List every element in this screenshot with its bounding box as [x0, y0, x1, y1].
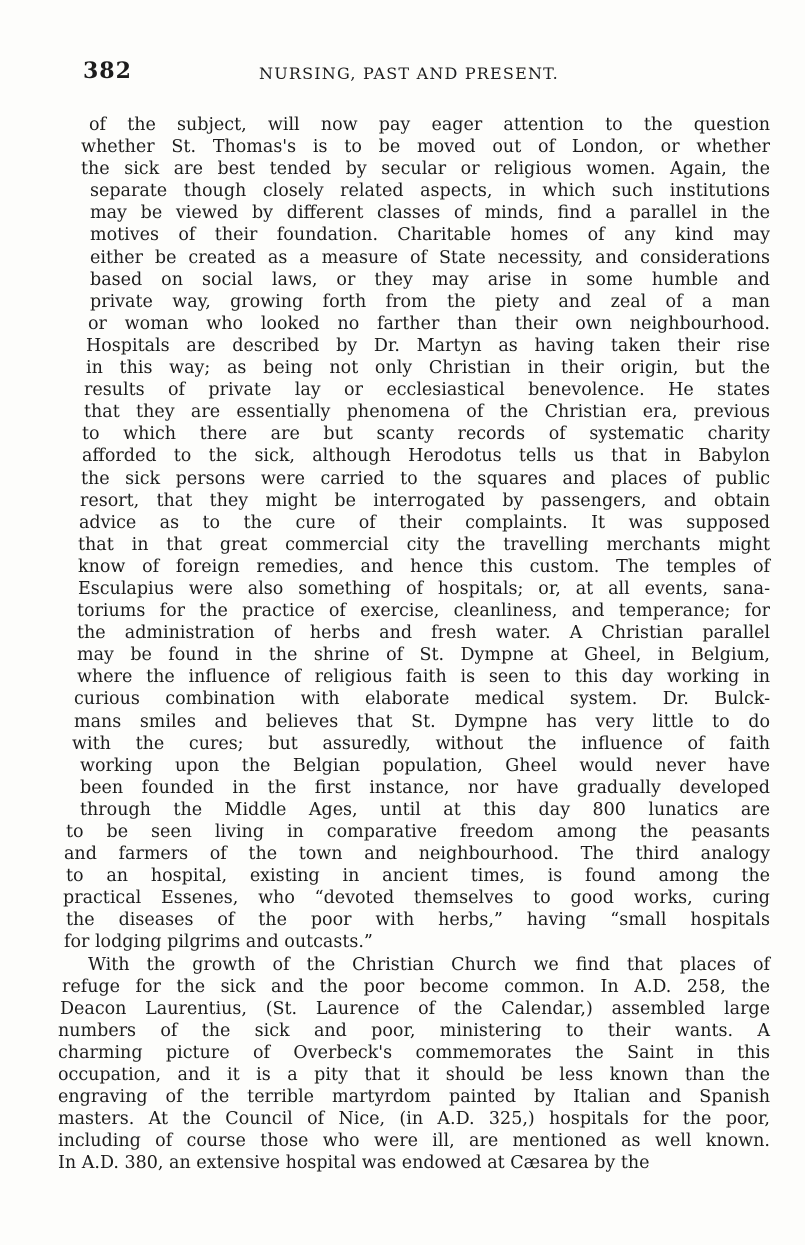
line-text: masters. At the Council of Nice, (in [58, 1109, 424, 1130]
text-line: based on social laws, or they may arise in some humble and [90, 269, 770, 290]
text-line: charming picture of Overbeck's commemorates the Saint in this [58, 1042, 770, 1063]
text-line: separate though closely related aspects, in which such institutions [90, 181, 770, 202]
line-text-tail: 380, an extensive hospital was endowed at Cæsarea by the [118, 1153, 650, 1174]
text-line: and farmers of the town and neighbourhood. The third analogy [64, 844, 770, 865]
text-line: working upon the Belgian population, Gheel would never have [80, 755, 770, 776]
text-line: to be seen living in comparative freedom among the peasants [66, 822, 770, 842]
text-line: engraving of the terrible martyrdom painted by Italian and Spanish [58, 1087, 770, 1108]
text-line: to an hospital, existing in ancient times, is found among the [66, 866, 770, 887]
text-line: that in that great commercial city the travelling merchants might [78, 534, 770, 555]
text-line [58, 1108, 770, 1130]
text-line: through the Middle Ages, until at this day 800 lunatics are [80, 799, 770, 820]
text-line: whether St. Thomas's is to be moved out of London, or whether [81, 137, 770, 158]
text-line: the sick are best tended by secular or religious women. Again, the [81, 159, 770, 180]
page-number: 382 [83, 58, 132, 84]
body-text [58, 114, 770, 1175]
text-line: toriums for the practice of exercise, cleanliness, and temperance; for [77, 601, 770, 622]
text-line: been founded in the first instance, nor have gradually developed [80, 777, 770, 798]
line-text-tail: 325,) hospitals for the poor, [474, 1109, 770, 1130]
text-line: curious combination with elaborate medical system. Dr. Bulck- [74, 689, 770, 710]
text-line: where the influence of religious faith is seen to this day working in [77, 667, 770, 688]
text-line: may be viewed by different classes of minds, find a parallel in the [90, 203, 770, 224]
era-abbreviation: A.D. [437, 1109, 475, 1130]
text-line: advice as to the cure of their complaints. It was supposed [79, 512, 770, 533]
line-text-tail: 258, the [671, 976, 770, 997]
text-line: including of course those who were ill, are mentioned as well known. [58, 1131, 770, 1152]
line-text: In [58, 1153, 77, 1174]
text-line: practical Essenes, who “devoted themselves to good works, curing [63, 888, 770, 909]
text-line: the administration of herbs and fresh water. A Christian parallel [77, 623, 770, 644]
text-line: private way, growing forth from the piety and zeal of a man [90, 291, 770, 312]
running-title: NURSING, PAST AND PRESENT. [259, 64, 559, 83]
text-line: Esculapius were also something of hospitals; or, at all events, sana- [78, 578, 770, 599]
text-line: or woman who looked no farther than their own neighbourhood. [88, 313, 770, 334]
era-abbreviation: A.D. [634, 976, 672, 997]
text-line: that they are essentially phenomena of the Christian era, previous [84, 402, 770, 423]
text-line: may be found in the shrine of St. Dympne at Gheel, in Belgium, [77, 645, 770, 666]
text-line: afforded to the sick, although Herodotus tells us that in Babylon [82, 446, 770, 467]
text-line: Hospitals are described by Dr. Martyn as having taken their rise [86, 335, 770, 356]
text-line: resort, that they might be interrogated by passengers, and obtain [80, 490, 770, 511]
line-text: refuge for the sick and the poor become common. In [62, 976, 619, 997]
era-abbreviation: A.D. [81, 1153, 119, 1174]
text-line: of the subject, will now pay eager attention to the question [89, 115, 770, 135]
text-line: with the cures; but assuredly, without the influence of faith [72, 733, 770, 754]
text-line: Deacon Laurentius, (St. Laurence of the Calendar,) assembled large [60, 998, 770, 1019]
text-line: the diseases of the poor with herbs,” having “small hospitals [66, 910, 770, 931]
page-header [83, 58, 773, 88]
text-line: the sick persons were carried to the squares and places of public [81, 468, 770, 489]
text-line: in this way; as being not only Christian in their origin, but the [86, 358, 770, 379]
text-line: for lodging pilgrims and outcasts.” [64, 932, 373, 953]
text-line: motives of their foundation. Charitable homes of any kind may [90, 225, 770, 246]
text-line: results of private lay or ecclesiastical benevolence. He states [84, 380, 770, 401]
text-line [58, 1152, 770, 1174]
text-line: mans smiles and believes that St. Dympne has very little to do [74, 711, 770, 732]
text-line: With the growth of the Christian Church we find that places of [88, 954, 770, 975]
text-line: know of foreign remedies, and hence this custom. The temples of [78, 556, 770, 577]
text-line: numbers of the sick and poor, ministering to their wants. A [58, 1020, 770, 1041]
text-line [58, 976, 770, 998]
text-line: either be created as a measure of State necessity, and considerations [90, 247, 770, 268]
text-line: occupation, and it is a pity that it should be less known than the [58, 1065, 770, 1086]
text-line: to which there are but scanty records of systematic charity [82, 424, 770, 445]
